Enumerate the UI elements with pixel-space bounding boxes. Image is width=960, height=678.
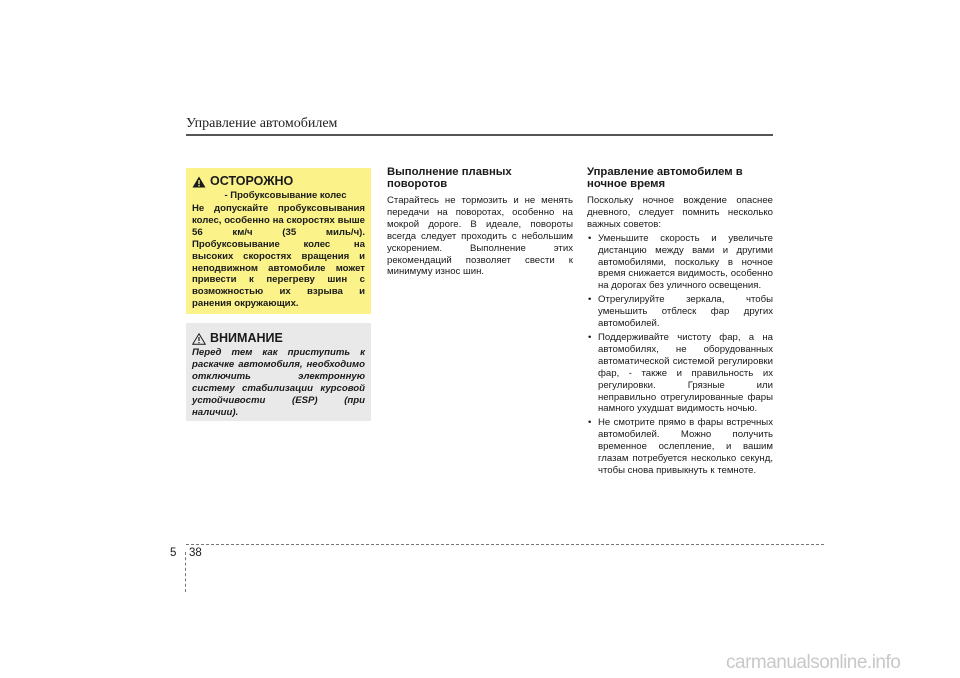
warning-triangle-icon: [192, 175, 206, 187]
night-driving-heading: Управление автомобилем в ночное время: [587, 166, 743, 190]
smooth-turns-section: [387, 166, 573, 278]
bullet-icon: •: [588, 232, 592, 244]
attention-title-row: [192, 331, 365, 345]
watermark: carmanualsonline.info: [726, 652, 901, 673]
night-driving-intro: Поскольку ночное вождение опаснее дневного, следует помнить несколько важных советов:: [587, 195, 773, 230]
attention-box: [186, 323, 371, 421]
list-item-text: Не смотрите прямо в фары встречных автомобилей. Можно получить временное ослепление, и вашим глазам потребуется несколько секунд, чтобы снова привыкнуть к темноте.: [598, 417, 773, 476]
attention-body: Перед тем как приступить к раскачке автомобиля, необходимо отключить электронную систему стабилизации курсовой устойчивости (ESP) (при наличии).: [192, 347, 365, 418]
attention-title: ВНИМАНИЕ: [210, 331, 283, 345]
page-number: 38: [189, 547, 202, 559]
bullet-icon: •: [588, 417, 592, 429]
caution-body: Не допускайте пробуксовывания колес, особенно на скоростях выше 56 км/ч (35 миль/ч). Пробуксовывание колес на высоких скоростях вращения и неподвижном автомобиле может привести к перегреву шин с возможностью их взрыва и ранения окружающих.: [192, 203, 365, 310]
list-item: [587, 417, 773, 477]
list-item-text: Отрегулируйте зеркала, чтобы уменьшить отблеск фар других автомобилей.: [598, 294, 773, 330]
section-number: 5: [170, 547, 177, 559]
caution-title: ОСТОРОЖНО: [210, 174, 294, 188]
list-item: [587, 294, 773, 330]
smooth-turns-heading: Выполнение плавных поворотов: [387, 166, 512, 190]
list-item-text: Поддерживайте чистоту фар, а на автомобилях, не оборудованных автоматической системой регулировки фар, - также и правильность их регулировки. Грязные или неправильно отрегулированные фары намного ухудшат видимость ночью.: [598, 331, 773, 415]
list-item: [587, 332, 773, 415]
night-driving-list: [587, 233, 773, 477]
page-header-title: Управление автомобилем: [186, 116, 338, 131]
bullet-icon: •: [588, 331, 592, 343]
list-item: [587, 233, 773, 293]
footer-vertical-divider: [185, 552, 186, 592]
night-driving-section: [587, 166, 773, 479]
list-item-text: Уменьшите скорость и увеличьте дистанцию между вами и другими автомобилями, поскольку в ночное время снижается видимость, особенно на дорогах без уличного освещения.: [598, 232, 773, 292]
caution-title-row: [192, 174, 365, 188]
smooth-turns-text: Старайтесь не тормозить и не менять передачи на поворотах, особенно на мокрой дороге. В идеале, повороты всегда следует проходить с небольшим ускорением. Выполнение этих рекомендаций позволяет свести к минимуму износ шин.: [387, 195, 573, 278]
caution-subtitle: - Пробуксовывание колес: [224, 190, 347, 201]
warning-triangle-outline-icon: [192, 332, 206, 344]
header-divider: [186, 134, 773, 136]
caution-box: [186, 168, 371, 314]
footer-divider: [186, 544, 824, 545]
bullet-icon: •: [588, 294, 592, 306]
